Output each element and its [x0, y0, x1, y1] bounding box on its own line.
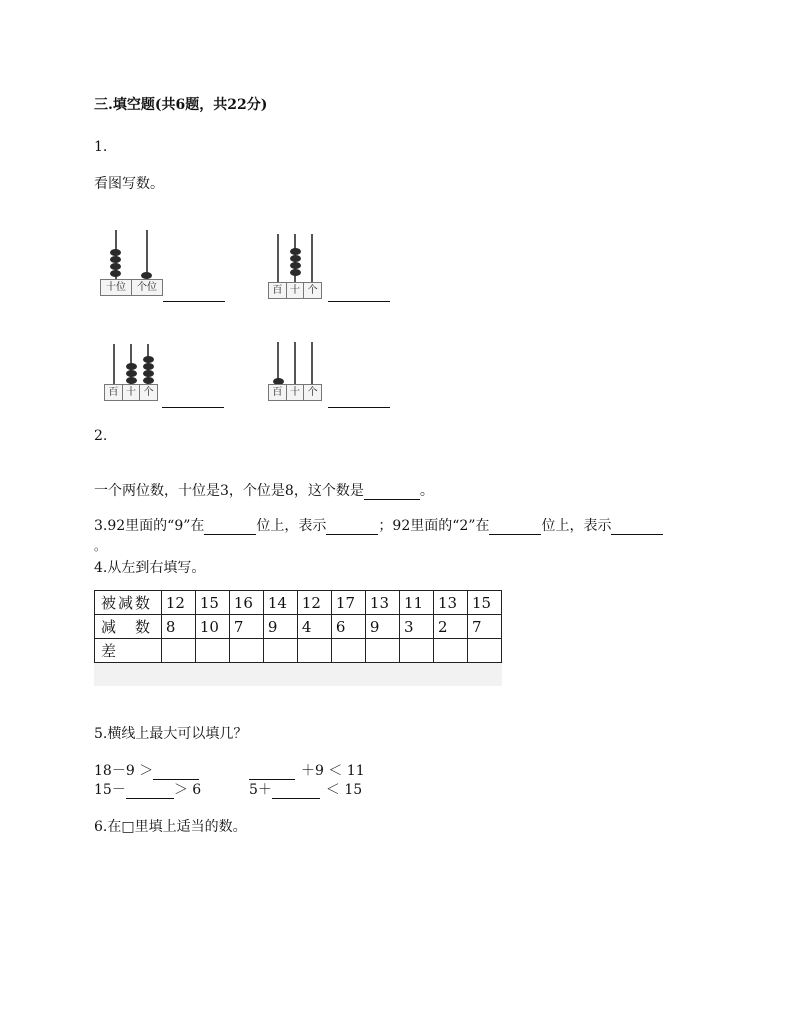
row-header-minuend: 被减数 [95, 591, 162, 615]
place-label-ones: 个位 [137, 282, 157, 293]
minuend-cell: 15 [467, 591, 501, 615]
bead [290, 269, 301, 276]
bead [141, 272, 152, 279]
abacus-base [104, 384, 158, 401]
answer-blank[interactable] [328, 301, 390, 302]
bead [143, 370, 154, 377]
difference-cell[interactable] [229, 639, 263, 663]
difference-cell[interactable] [161, 639, 195, 663]
abacus-base [268, 384, 322, 401]
question-3-part2: 位上，表示 [256, 518, 327, 534]
minuend-cell: 14 [263, 591, 297, 615]
bead [110, 256, 121, 263]
answer-blank[interactable] [489, 518, 541, 535]
subtrahend-cell: 9 [365, 615, 399, 639]
question-3-part1: 3.92里面的“9”在 [94, 518, 205, 534]
place-label-hundreds: 百 [269, 283, 287, 298]
subtrahend-cell: 8 [161, 615, 195, 639]
question-3-end: 。 [94, 539, 107, 553]
answer-blank[interactable] [204, 518, 256, 535]
place-label-tens: 十位 [101, 280, 132, 295]
bead [290, 255, 301, 262]
difference-cell[interactable] [331, 639, 365, 663]
bead [290, 262, 301, 269]
difference-cell[interactable] [365, 639, 399, 663]
place-label-tens: 十 [287, 385, 305, 400]
place-label-hundreds: 百 [105, 385, 123, 400]
answer-blank[interactable] [272, 782, 320, 799]
minuend-cell: 16 [229, 591, 263, 615]
row-header-difference: 差 [95, 639, 162, 663]
subtrahend-cell: 7 [467, 615, 501, 639]
difference-cell[interactable] [433, 639, 467, 663]
bead [143, 363, 154, 370]
answer-blank[interactable] [162, 407, 224, 408]
inequality-3-post: ＞ 6 [173, 782, 202, 798]
bead [110, 270, 121, 277]
subtrahend-cell: 2 [433, 615, 467, 639]
abacus-base [268, 282, 322, 299]
answer-blank[interactable] [249, 763, 295, 780]
question-3 [94, 515, 663, 535]
answer-blank[interactable] [326, 518, 378, 535]
row-header-subtrahend: 减 数 [95, 615, 162, 639]
minuend-row [95, 591, 502, 615]
question-4-text: 4.从左到右填写。 [94, 560, 206, 576]
abacus-base [100, 279, 163, 296]
abacus-rod [311, 234, 313, 282]
section-title: 三.填空题(共6题，共22分) [94, 97, 268, 113]
answer-blank[interactable] [126, 782, 174, 799]
subtrahend-row [95, 615, 502, 639]
inequality-2 [249, 760, 365, 780]
subtrahend-cell: 7 [229, 615, 263, 639]
answer-blank[interactable] [328, 407, 390, 408]
difference-row [95, 639, 502, 663]
bead [143, 356, 154, 363]
place-label-tens: 十 [123, 385, 141, 400]
subtrahend-cell: 9 [263, 615, 297, 639]
difference-cell[interactable] [467, 639, 501, 663]
answer-blank[interactable] [364, 483, 420, 500]
question-6-text: 6.在□里填上适当的数。 [94, 819, 247, 835]
difference-cell[interactable] [399, 639, 433, 663]
bead [290, 248, 301, 255]
question-3-part4: 位上，表示 [541, 518, 612, 534]
minuend-cell: 12 [297, 591, 331, 615]
bead [126, 363, 137, 370]
bead [126, 377, 137, 384]
subtrahend-cell: 4 [297, 615, 331, 639]
inequality-4 [249, 779, 362, 799]
inequality-3-pre: 15－ [94, 782, 126, 798]
subtrahend-cell: 3 [399, 615, 433, 639]
minuend-cell: 13 [433, 591, 467, 615]
question-5-text: 5.横线上最大可以填几？ [94, 726, 248, 742]
abacus-rod [277, 234, 279, 282]
place-label-ones: 个 [307, 285, 318, 296]
bead [126, 370, 137, 377]
inequality-4-pre: 5＋ [249, 782, 272, 798]
difference-cell[interactable] [195, 639, 229, 663]
minuend-cell: 13 [365, 591, 399, 615]
answer-blank[interactable] [611, 518, 663, 535]
question-3-part3: ；92里面的“2”在 [378, 518, 490, 534]
inequality-2-expr: ＋9 ＜ 11 [301, 763, 365, 779]
question-1-number: 1. [94, 139, 108, 155]
subtrahend-cell: 10 [195, 615, 229, 639]
subtrahend-cell: 6 [331, 615, 365, 639]
abacus-rod [113, 344, 115, 384]
question-2-text: 一个两位数，十位是3，个位是8，这个数是 [94, 483, 364, 499]
answer-blank[interactable] [163, 301, 225, 302]
place-label-ones: 个 [307, 387, 318, 398]
minuend-cell: 11 [399, 591, 433, 615]
question-2-end: 。 [419, 483, 434, 499]
place-label-hundreds: 百 [269, 385, 287, 400]
question-1-prompt: 看图写数。 [94, 176, 164, 192]
question-2 [94, 480, 434, 500]
bead [110, 263, 121, 270]
difference-cell[interactable] [297, 639, 331, 663]
abacus-rod [311, 342, 313, 384]
minuend-cell: 12 [161, 591, 195, 615]
question-2-number: 2. [94, 428, 108, 444]
inequality-4-post: ＜ 15 [325, 782, 363, 798]
abacus-rod [294, 342, 296, 384]
inequality-3 [94, 779, 201, 799]
bead [110, 249, 121, 256]
place-label-ones: 个 [143, 387, 154, 398]
minuend-cell: 15 [195, 591, 229, 615]
inequality-1 [94, 760, 199, 780]
answer-blank[interactable] [153, 763, 199, 780]
bead [143, 377, 154, 384]
place-label-tens: 十 [287, 283, 305, 298]
difference-cell[interactable] [263, 639, 297, 663]
inequality-1-expr: 18－9 ＞ [94, 763, 154, 779]
subtraction-table-area [94, 590, 502, 686]
subtraction-table [94, 590, 502, 663]
minuend-cell: 17 [331, 591, 365, 615]
